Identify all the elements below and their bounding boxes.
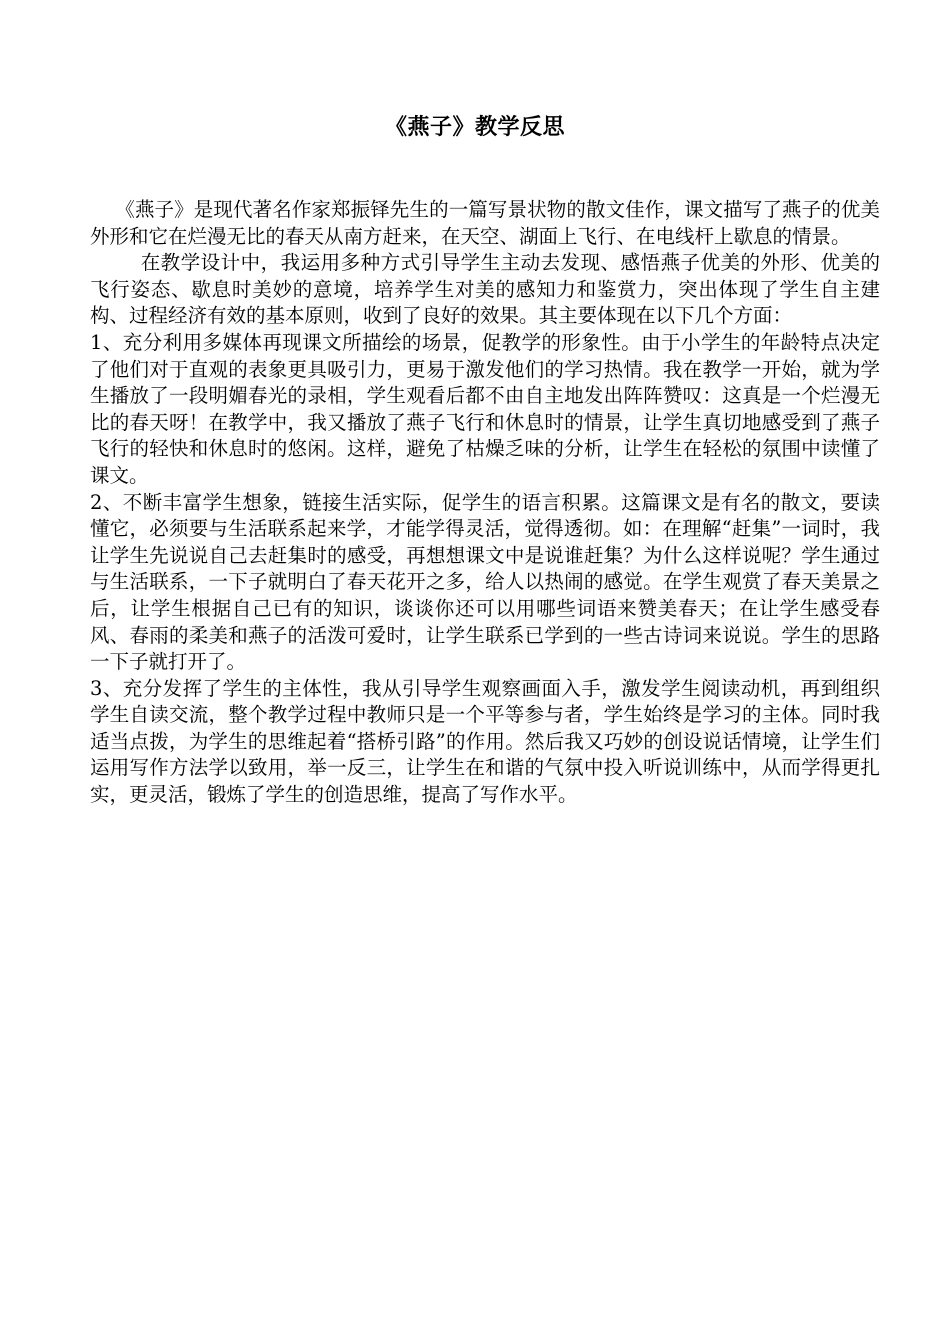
paragraph-point-3: 3、充分发挥了学生的主体性，我从引导学生观察画面入手，激发学生阅读动机，再到组织学生自读交流，整个教学过程中教师只是一个平等参与者，学生始终是学习的主体。同时我适当点拨，为学生的思维起着“搭桥引路”的作用。然后我又巧妙的创设说话情境，让学生们运用写作方法学以致用，举一反三，让学生在和谐的气氛中投入听说训练中，从而学得更扎实，更灵活，锻炼了学生的创造思维，提高了写作水平。 — [90, 676, 880, 807]
document-body — [90, 197, 880, 809]
paragraph-intro: 《燕子》是现代著名作家郑振铎先生的一篇写景状物的散文佳作，课文描写了燕子的优美外形和它在烂漫无比的春天从南方赶来，在天空、湖面上飞行、在电线杆上歇息的情景。 — [90, 198, 880, 248]
paragraph-point-2: 2、不断丰富学生想象，链接生活实际，促学生的语言积累。这篇课文是有名的散文，要读懂它，必须要与生活联系起来学，才能学得灵活，觉得透彻。如：在理解“赶集”一词时，我让学生先说说自己去赶集时的感受，再想想课文中是说谁赶集？为什么这样说呢？学生通过与生活联系，一下子就明白了春天花开之多，给人以热闹的感觉。在学生观赏了春天美景之后，让学生根据自己已有的知识，谈谈你还可以用哪些词语来赞美春天；在让学生感受春风、春雨的柔美和燕子的活泼可爱时，让学生联系已学到的一些古诗词来说说。学生的思路一下子就打开了。 — [90, 490, 880, 674]
document-title: 《燕子》教学反思 — [384, 114, 565, 140]
paragraph-point-1: 1、充分利用多媒体再现课文所描绘的场景，促教学的形象性。由于小学生的年龄特点决定了他们对于直观的表象更具吸引力，更易于激发他们的学习热情。我在教学一开始，就为学生播放了一段明媚春光的录相，学生观看后都不由自主地发出阵阵赞叹：这真是一个烂漫无比的春天呀！在教学中，我又播放了燕子飞行和休息时的情景，让学生真切地感受到了燕子飞行的轻快和休息时的悠闲。这样，避免了枯燥乏味的分析，让学生在轻松的氛围中读懂了课文。 — [90, 330, 880, 487]
paragraph-design: 在教学设计中，我运用多种方式引导学生主动去发现、感悟燕子优美的外形、优美的飞行姿态、歇息时美妙的意境，培养学生对美的感知力和鉴赏力，突出体现了学生自主建构、过程经济有效的基本原则，收到了良好的效果。其主要体现在以下几个方面： — [90, 251, 880, 328]
